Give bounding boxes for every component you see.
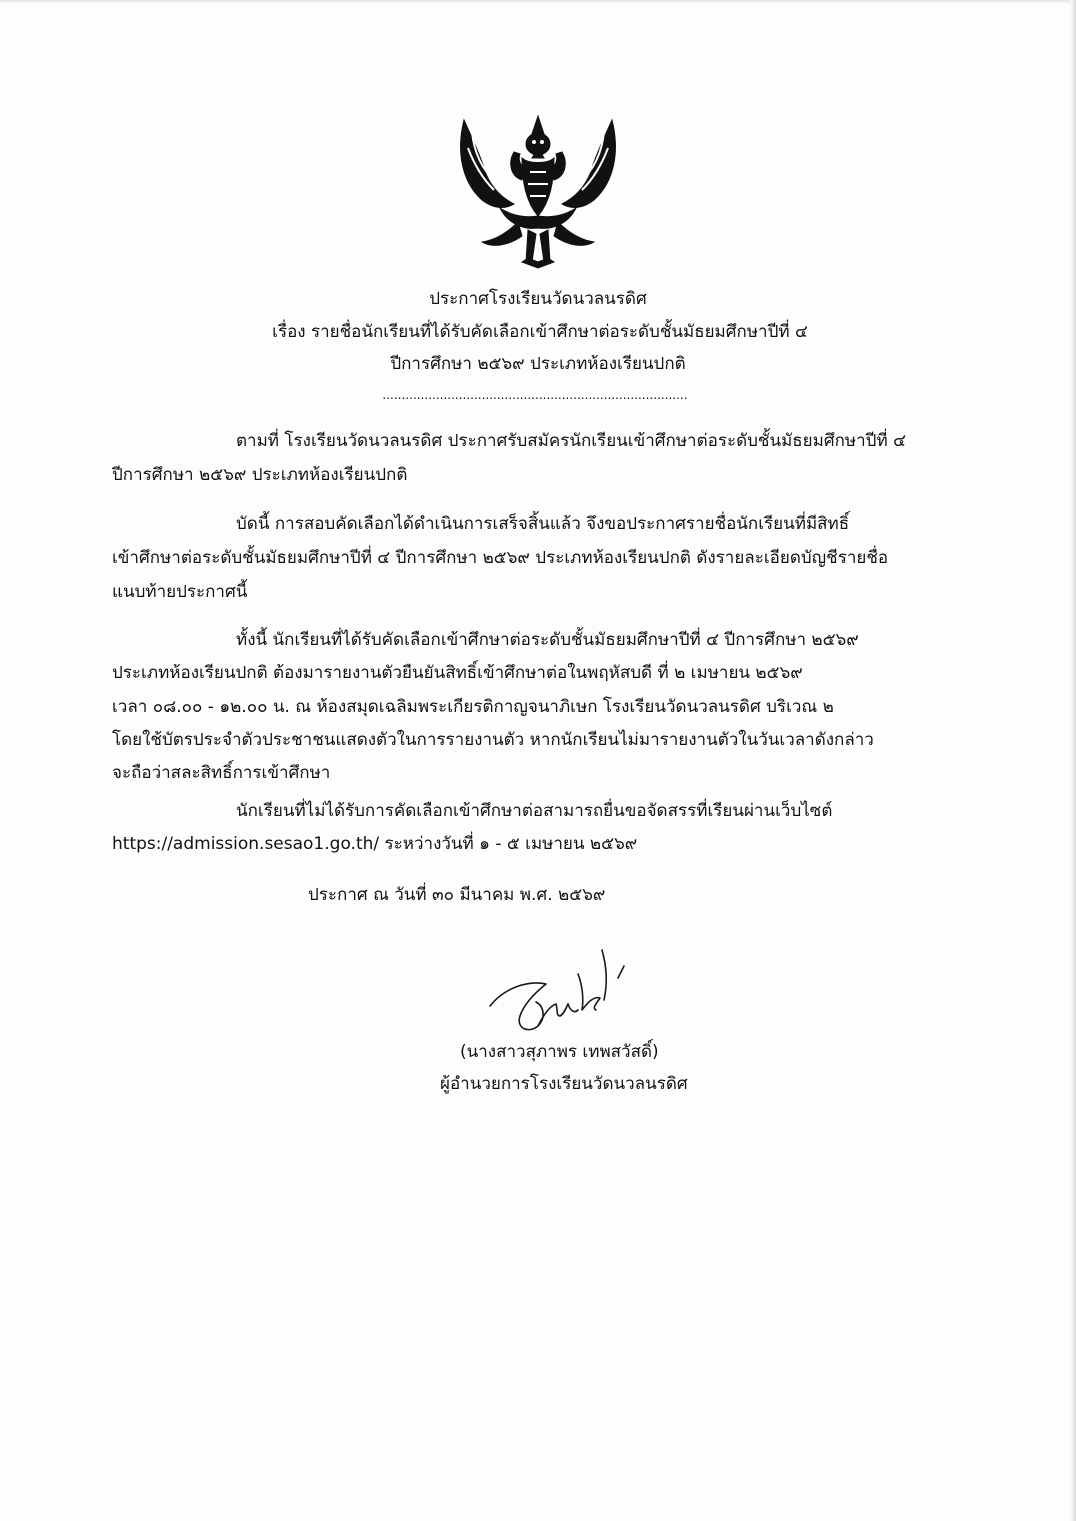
announced-date: ประกาศ ณ วันที่ ๓๐ มีนาคม พ.ศ. ๒๕๖๙	[308, 885, 606, 905]
paragraph-3-line-3: เวลา ๐๘.๐๐ - ๑๒.๐๐ น. ณ ห้องสมุดเฉลิมพระเกียรติกาญจนาภิเษก โรงเรียนวัดนวลนรดิศ บริเวณ ๒	[112, 697, 834, 717]
page-right-shadow	[1070, 0, 1076, 1521]
paragraph-1-line-1: ตามที่ โรงเรียนวัดนวลนรดิศ ประกาศรับสมัครนักเรียนเข้าศึกษาต่อระดับชั้นมัธยมศึกษาปีที่ ๔	[236, 431, 906, 451]
paragraph-2-line-2: เข้าศึกษาต่อระดับชั้นมัธยมศึกษาปีที่ ๔ ปีการศึกษา ๒๕๖๙ ประเภทห้องเรียนปกติ ดังรายละเอียดบัญชีรายชื่อ	[112, 548, 889, 568]
paragraph-4-line-2: https://admission.sesao1.go.th/ ระหว่างวันที่ ๑ - ๕ เมษายน ๒๕๖๙	[112, 834, 638, 854]
paragraph-4-line-1: นักเรียนที่ไม่ได้รับการคัดเลือกเข้าศึกษาต่อสามารถยื่นขอจัดสรรที่เรียนผ่านเว็บไซต์	[236, 801, 833, 821]
paragraph-3-line-4: โดยใช้บัตรประจำตัวประชาชนแสดงตัวในการรายงานตัว หากนักเรียนไม่มารายงานตัวในวันเวลาดังกล่าว	[112, 730, 874, 750]
signatory-position: ผู้อำนวยการโรงเรียนวัดนวลนรดิศ	[440, 1074, 688, 1094]
paragraph-2-line-1: บัดนี้ การสอบคัดเลือกได้ดำเนินการเสร็จสิ้นแล้ว จึงขอประกาศรายชื่อนักเรียนที่มีสิทธิ์	[236, 514, 850, 534]
page-top-shadow	[0, 0, 1076, 4]
announcement-title: ประกาศโรงเรียนวัดนวลนรดิศ	[429, 289, 647, 309]
paragraph-1-line-2: ปีการศึกษา ๒๕๖๙ ประเภทห้องเรียนปกติ	[112, 465, 408, 485]
announcement-year-type: ปีการศึกษา ๒๕๖๙ ประเภทห้องเรียนปกติ	[390, 354, 686, 374]
paragraph-2-line-3: แนบท้ายประกาศนี้	[112, 582, 248, 602]
paragraph-3-line-2: ประเภทห้องเรียนปกติ ต้องมารายงานตัวยืนยันสิทธิ์เข้าศึกษาต่อในพฤหัสบดี ที่ ๒ เมษายน ๒๕๖๙	[112, 663, 803, 683]
paragraph-3-line-5: จะถือว่าสละสิทธิ์การเข้าศึกษา	[112, 763, 331, 783]
signatory-name: (นางสาวสุภาพร เทพสวัสดิ์)	[460, 1042, 659, 1062]
announcement-subject: เรื่อง รายชื่อนักเรียนที่ได้รับคัดเลือกเข้าศึกษาต่อระดับชั้นมัธยมศึกษาปีที่ ๔	[272, 322, 808, 342]
handwritten-signature-icon	[484, 944, 644, 1040]
heading-separator: ................................................................................	[382, 388, 688, 402]
garuda-emblem-icon	[452, 112, 624, 274]
paragraph-3-line-1: ทั้งนี้ นักเรียนที่ได้รับคัดเลือกเข้าศึกษาต่อระดับชั้นมัธยมศึกษาปีที่ ๔ ปีการศึกษา ๒๕๖๙	[236, 630, 859, 650]
